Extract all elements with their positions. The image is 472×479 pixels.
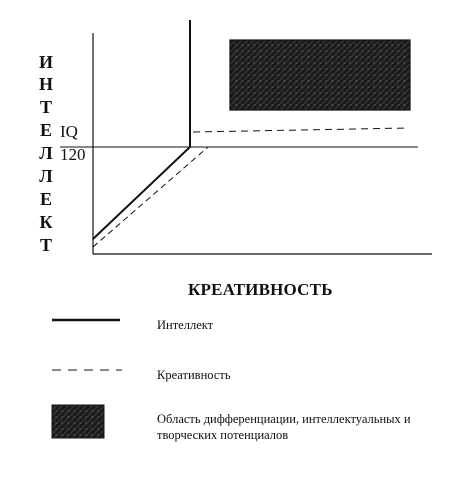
y-axis-letter: Т xyxy=(39,235,52,255)
legend-creativity-label: Креативность xyxy=(157,368,231,382)
creativity-curve xyxy=(93,147,208,247)
iq-value-label: 120 xyxy=(60,145,86,164)
differentiation-area xyxy=(230,40,410,110)
legend-area-sample xyxy=(52,405,104,438)
y-axis-letter: Е xyxy=(39,120,52,140)
x-axis-title: КРЕАТИВНОСТЬ xyxy=(188,280,333,299)
y-axis-letter: Л xyxy=(39,143,53,163)
y-axis-letter: И xyxy=(38,52,53,72)
creativity-threshold-line xyxy=(193,128,408,132)
intellect-curve xyxy=(93,20,190,239)
legend-area-label: Область дифференциации, интеллектуальных и творческих потенциалов xyxy=(157,412,411,442)
y-axis-letter: Л xyxy=(39,166,53,186)
y-axis-letter: К xyxy=(39,212,53,232)
y-axis-letter: Е xyxy=(39,189,52,209)
iq-label: IQ xyxy=(60,122,78,141)
y-axis-letter: Т xyxy=(39,97,52,117)
y-axis-letter: Н xyxy=(38,74,53,94)
legend-intellect-label: Интеллект xyxy=(157,318,214,332)
